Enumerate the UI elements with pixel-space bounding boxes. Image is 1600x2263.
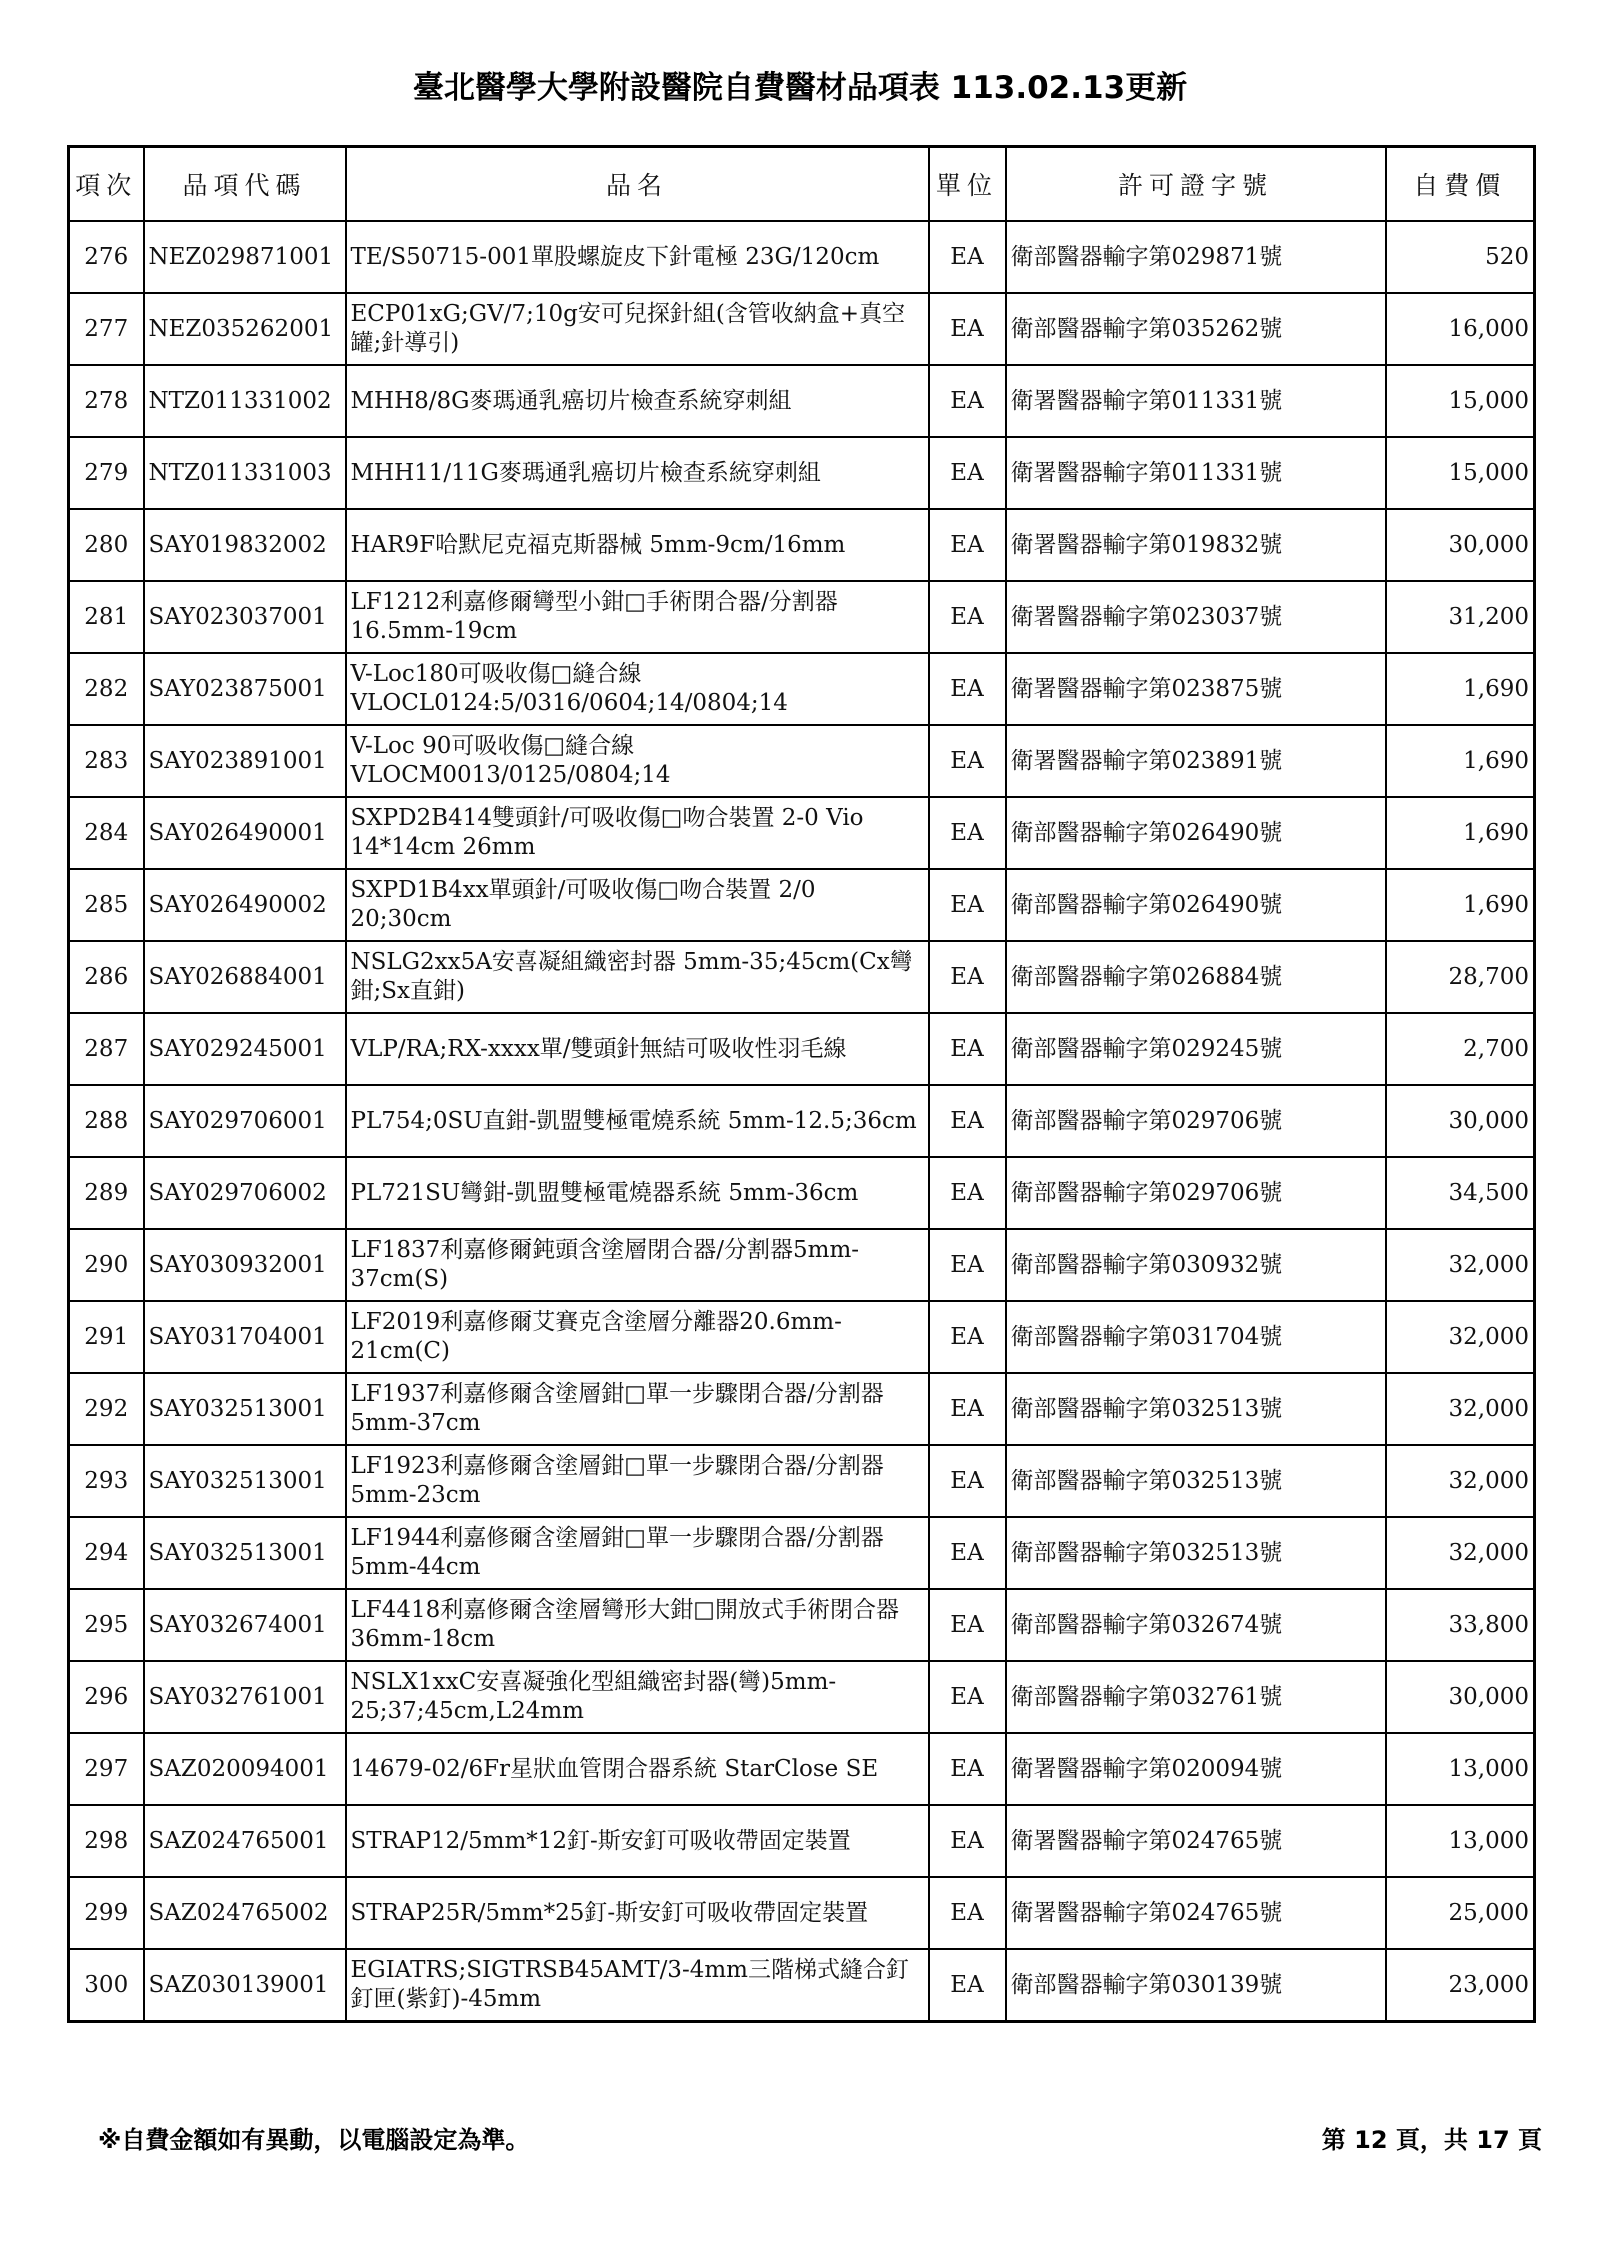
table-row <box>69 1949 1535 2022</box>
cell-price: 34,500 <box>1386 1157 1535 1229</box>
cell-unit: EA <box>929 221 1006 293</box>
cell-price: 16,000 <box>1386 293 1535 365</box>
cell-item-no: 295 <box>69 1589 144 1661</box>
cell-item-code: SAZ024765002 <box>144 1877 346 1949</box>
cell-license: 衛部醫器輸字第026490號 <box>1006 869 1386 941</box>
table-body <box>69 221 1535 2022</box>
cell-price: 33,800 <box>1386 1589 1535 1661</box>
cell-license: 衛部醫器輸字第035262號 <box>1006 293 1386 365</box>
cell-price: 32,000 <box>1386 1517 1535 1589</box>
cell-price: 30,000 <box>1386 1661 1535 1733</box>
cell-unit: EA <box>929 1949 1006 2022</box>
header-price: 自費價 <box>1386 147 1535 222</box>
cell-price: 28,700 <box>1386 941 1535 1013</box>
table-row <box>69 1085 1535 1157</box>
cell-item-no: 293 <box>69 1445 144 1517</box>
cell-item-code: SAY023891001 <box>144 725 346 797</box>
cell-license: 衛署醫器輸字第023875號 <box>1006 653 1386 725</box>
cell-item-code: SAY032513001 <box>144 1517 346 1589</box>
header-unit: 單位 <box>929 147 1006 222</box>
table-row <box>69 1445 1535 1517</box>
cell-item-no: 276 <box>69 221 144 293</box>
cell-item-no: 297 <box>69 1733 144 1805</box>
table-row <box>69 797 1535 869</box>
cell-license: 衛部醫器輸字第029245號 <box>1006 1013 1386 1085</box>
cell-item-code: SAY032513001 <box>144 1373 346 1445</box>
table-row <box>69 1157 1535 1229</box>
cell-item-no: 290 <box>69 1229 144 1301</box>
cell-item-name: V-Loc 90可吸收傷□縫合線 VLOCM0013/0125/0804;14 <box>346 725 929 797</box>
cell-item-no: 286 <box>69 941 144 1013</box>
cell-item-no: 287 <box>69 1013 144 1085</box>
table-row <box>69 941 1535 1013</box>
table-row <box>69 725 1535 797</box>
cell-unit: EA <box>929 1661 1006 1733</box>
cell-license: 衛署醫器輸字第023037號 <box>1006 581 1386 653</box>
cell-price: 32,000 <box>1386 1229 1535 1301</box>
cell-item-no: 288 <box>69 1085 144 1157</box>
cell-unit: EA <box>929 365 1006 437</box>
table-row <box>69 509 1535 581</box>
table-row <box>69 581 1535 653</box>
header-item-code: 品項代碼 <box>144 147 346 222</box>
cell-license: 衛部醫器輸字第029706號 <box>1006 1085 1386 1157</box>
cell-unit: EA <box>929 1877 1006 1949</box>
cell-price: 32,000 <box>1386 1445 1535 1517</box>
cell-license: 衛部醫器輸字第032513號 <box>1006 1445 1386 1517</box>
cell-item-no: 282 <box>69 653 144 725</box>
cell-license: 衛部醫器輸字第031704號 <box>1006 1301 1386 1373</box>
cell-unit: EA <box>929 725 1006 797</box>
cell-license: 衛部醫器輸字第030139號 <box>1006 1949 1386 2022</box>
cell-unit: EA <box>929 1013 1006 1085</box>
cell-item-no: 298 <box>69 1805 144 1877</box>
cell-item-code: SAY030932001 <box>144 1229 346 1301</box>
cell-item-code: SAY023037001 <box>144 581 346 653</box>
cell-item-no: 284 <box>69 797 144 869</box>
cell-license: 衛部醫器輸字第026884號 <box>1006 941 1386 1013</box>
cell-price: 13,000 <box>1386 1805 1535 1877</box>
cell-unit: EA <box>929 1157 1006 1229</box>
cell-unit: EA <box>929 1805 1006 1877</box>
cell-item-code: NEZ035262001 <box>144 293 346 365</box>
cell-unit: EA <box>929 941 1006 1013</box>
header-item-no: 項次 <box>69 147 144 222</box>
cell-unit: EA <box>929 1733 1006 1805</box>
cell-item-name: PL754;0SU直鉗-凱盟雙極電燒系統 5mm-12.5;36cm <box>346 1085 929 1157</box>
table-row <box>69 1661 1535 1733</box>
cell-unit: EA <box>929 581 1006 653</box>
cell-price: 13,000 <box>1386 1733 1535 1805</box>
cell-item-name: LF1923利嘉修爾含塗層鉗□單一步驟閉合器/分割器5mm-23cm <box>346 1445 929 1517</box>
cell-license: 衛部醫器輸字第032761號 <box>1006 1661 1386 1733</box>
cell-item-code: SAY023875001 <box>144 653 346 725</box>
cell-license: 衛部醫器輸字第029706號 <box>1006 1157 1386 1229</box>
cell-price: 1,690 <box>1386 653 1535 725</box>
price-table <box>67 145 1536 2023</box>
cell-price: 30,000 <box>1386 1085 1535 1157</box>
cell-item-no: 277 <box>69 293 144 365</box>
table-row <box>69 1733 1535 1805</box>
cell-license: 衛署醫器輸字第011331號 <box>1006 365 1386 437</box>
cell-price: 31,200 <box>1386 581 1535 653</box>
table-row <box>69 1301 1535 1373</box>
header-license: 許可證字號 <box>1006 147 1386 222</box>
page-number: 第 12 頁，共 17 頁 <box>1321 2126 1542 2154</box>
cell-item-no: 291 <box>69 1301 144 1373</box>
cell-item-no: 299 <box>69 1877 144 1949</box>
cell-item-code: SAY029706001 <box>144 1085 346 1157</box>
cell-unit: EA <box>929 1085 1006 1157</box>
cell-unit: EA <box>929 1589 1006 1661</box>
cell-price: 1,690 <box>1386 869 1535 941</box>
cell-item-name: NSLX1xxC安喜凝強化型組織密封器(彎)5mm-25;37;45cm,L24mm <box>346 1661 929 1733</box>
cell-price: 1,690 <box>1386 725 1535 797</box>
cell-item-no: 294 <box>69 1517 144 1589</box>
cell-item-code: SAZ020094001 <box>144 1733 346 1805</box>
cell-unit: EA <box>929 1445 1006 1517</box>
cell-unit: EA <box>929 509 1006 581</box>
cell-item-name: NSLG2xx5A安喜凝組織密封器 5mm-35;45cm(Cx彎鉗;Sx直鉗) <box>346 941 929 1013</box>
cell-item-name: LF1837利嘉修爾鈍頭含塗層閉合器/分割器5mm-37cm(S) <box>346 1229 929 1301</box>
table-row <box>69 293 1535 365</box>
cell-license: 衛部醫器輸字第030932號 <box>1006 1229 1386 1301</box>
cell-unit: EA <box>929 1301 1006 1373</box>
cell-item-no: 289 <box>69 1157 144 1229</box>
table-row <box>69 365 1535 437</box>
cell-item-code: SAY032513001 <box>144 1445 346 1517</box>
cell-license: 衛部醫器輸字第029871號 <box>1006 221 1386 293</box>
cell-price: 15,000 <box>1386 437 1535 509</box>
cell-item-no: 280 <box>69 509 144 581</box>
cell-item-code: SAY026490002 <box>144 869 346 941</box>
cell-item-no: 279 <box>69 437 144 509</box>
cell-license: 衛署醫器輸字第020094號 <box>1006 1733 1386 1805</box>
table-row <box>69 1517 1535 1589</box>
cell-price: 32,000 <box>1386 1301 1535 1373</box>
cell-price: 15,000 <box>1386 365 1535 437</box>
cell-license: 衛署醫器輸字第024765號 <box>1006 1805 1386 1877</box>
cell-item-code: SAZ024765001 <box>144 1805 346 1877</box>
cell-item-name: STRAP12/5mm*12釘-斯安釘可吸收帶固定裝置 <box>346 1805 929 1877</box>
cell-price: 520 <box>1386 221 1535 293</box>
cell-unit: EA <box>929 653 1006 725</box>
cell-price: 30,000 <box>1386 509 1535 581</box>
cell-item-name: V-Loc180可吸收傷□縫合線 VLOCL0124:5/0316/0604;14/0804;14 <box>346 653 929 725</box>
table-header <box>69 147 1535 222</box>
table-row <box>69 1373 1535 1445</box>
cell-price: 23,000 <box>1386 1949 1535 2022</box>
cell-unit: EA <box>929 437 1006 509</box>
cell-unit: EA <box>929 293 1006 365</box>
cell-price: 1,690 <box>1386 797 1535 869</box>
table-row <box>69 1589 1535 1661</box>
table-row <box>69 437 1535 509</box>
table-row <box>69 1013 1535 1085</box>
table-row <box>69 221 1535 293</box>
cell-item-no: 283 <box>69 725 144 797</box>
cell-item-name: HAR9F哈默尼克福克斯器械 5mm-9cm/16mm <box>346 509 929 581</box>
cell-unit: EA <box>929 797 1006 869</box>
cell-item-name: LF1937利嘉修爾含塗層鉗□單一步驟閉合器/分割器5mm-37cm <box>346 1373 929 1445</box>
cell-item-name: LF1944利嘉修爾含塗層鉗□單一步驟閉合器/分割器5mm-44cm <box>346 1517 929 1589</box>
cell-item-no: 281 <box>69 581 144 653</box>
cell-license: 衛部醫器輸字第032513號 <box>1006 1373 1386 1445</box>
cell-item-no: 292 <box>69 1373 144 1445</box>
footer-note: ※自費金額如有異動，以電腦設定為準。 <box>98 2126 530 2154</box>
cell-item-code: SAY031704001 <box>144 1301 346 1373</box>
cell-item-code: SAY032674001 <box>144 1589 346 1661</box>
cell-item-code: NEZ029871001 <box>144 221 346 293</box>
cell-price: 2,700 <box>1386 1013 1535 1085</box>
cell-license: 衛署醫器輸字第023891號 <box>1006 725 1386 797</box>
cell-item-name: LF4418利嘉修爾含塗層彎形大鉗□開放式手術閉合器36mm-18cm <box>346 1589 929 1661</box>
cell-item-no: 300 <box>69 1949 144 2022</box>
cell-item-name: PL721SU彎鉗-凱盟雙極電燒器系統 5mm-36cm <box>346 1157 929 1229</box>
cell-item-name: TE/S50715-001單股螺旋皮下針電極 23G/120cm <box>346 221 929 293</box>
table-row <box>69 1805 1535 1877</box>
cell-item-code: NTZ011331003 <box>144 437 346 509</box>
cell-item-code: SAY026884001 <box>144 941 346 1013</box>
cell-item-no: 285 <box>69 869 144 941</box>
cell-item-name: MHH11/11G麥瑪通乳癌切片檢查系統穿刺組 <box>346 437 929 509</box>
cell-item-name: ECP01xG;GV/7;10g安可兒探針組(含管收納盒+真空罐;針導引) <box>346 293 929 365</box>
header-item-name: 品名 <box>346 147 929 222</box>
cell-license: 衛署醫器輸字第024765號 <box>1006 1877 1386 1949</box>
cell-item-code: SAY029245001 <box>144 1013 346 1085</box>
cell-license: 衛部醫器輸字第026490號 <box>1006 797 1386 869</box>
cell-price: 32,000 <box>1386 1373 1535 1445</box>
cell-price: 25,000 <box>1386 1877 1535 1949</box>
cell-unit: EA <box>929 869 1006 941</box>
cell-item-code: SAY032761001 <box>144 1661 346 1733</box>
table-row <box>69 653 1535 725</box>
cell-item-no: 296 <box>69 1661 144 1733</box>
page-title: 臺北醫學大學附設醫院自費醫材品項表 113.02.13更新 <box>412 70 1188 106</box>
cell-item-name: MHH8/8G麥瑪通乳癌切片檢查系統穿刺組 <box>346 365 929 437</box>
cell-item-code: NTZ011331002 <box>144 365 346 437</box>
table-row <box>69 869 1535 941</box>
cell-item-code: SAY026490001 <box>144 797 346 869</box>
cell-item-name: SXPD1B4xx單頭針/可吸收傷□吻合裝置 2/0 20;30cm <box>346 869 929 941</box>
cell-item-name: 14679-02/6Fr星狀血管閉合器系統 StarClose SE <box>346 1733 929 1805</box>
cell-item-name: VLP/RA;RX-xxxx單/雙頭針無結可吸收性羽毛線 <box>346 1013 929 1085</box>
cell-license: 衛署醫器輸字第019832號 <box>1006 509 1386 581</box>
cell-item-name: STRAP25R/5mm*25釘-斯安釘可吸收帶固定裝置 <box>346 1877 929 1949</box>
cell-item-name: EGIATRS;SIGTRSB45AMT/3-4mm三階梯式縫合釘釘匣(紫釘)-45mm <box>346 1949 929 2022</box>
cell-license: 衛部醫器輸字第032513號 <box>1006 1517 1386 1589</box>
cell-item-name: LF2019利嘉修爾艾賽克含塗層分離器20.6mm-21cm(C) <box>346 1301 929 1373</box>
cell-item-code: SAZ030139001 <box>144 1949 346 2022</box>
cell-item-code: SAY019832002 <box>144 509 346 581</box>
table-row <box>69 1229 1535 1301</box>
cell-license: 衛署醫器輸字第011331號 <box>1006 437 1386 509</box>
cell-unit: EA <box>929 1229 1006 1301</box>
cell-item-name: LF1212利嘉修爾彎型小鉗□手術閉合器/分割器 16.5mm-19cm <box>346 581 929 653</box>
cell-license: 衛部醫器輸字第032674號 <box>1006 1589 1386 1661</box>
cell-unit: EA <box>929 1517 1006 1589</box>
cell-item-name: SXPD2B414雙頭針/可吸收傷□吻合裝置 2-0 Vio 14*14cm 26mm <box>346 797 929 869</box>
table-row <box>69 1877 1535 1949</box>
cell-item-no: 278 <box>69 365 144 437</box>
cell-item-code: SAY029706002 <box>144 1157 346 1229</box>
cell-unit: EA <box>929 1373 1006 1445</box>
